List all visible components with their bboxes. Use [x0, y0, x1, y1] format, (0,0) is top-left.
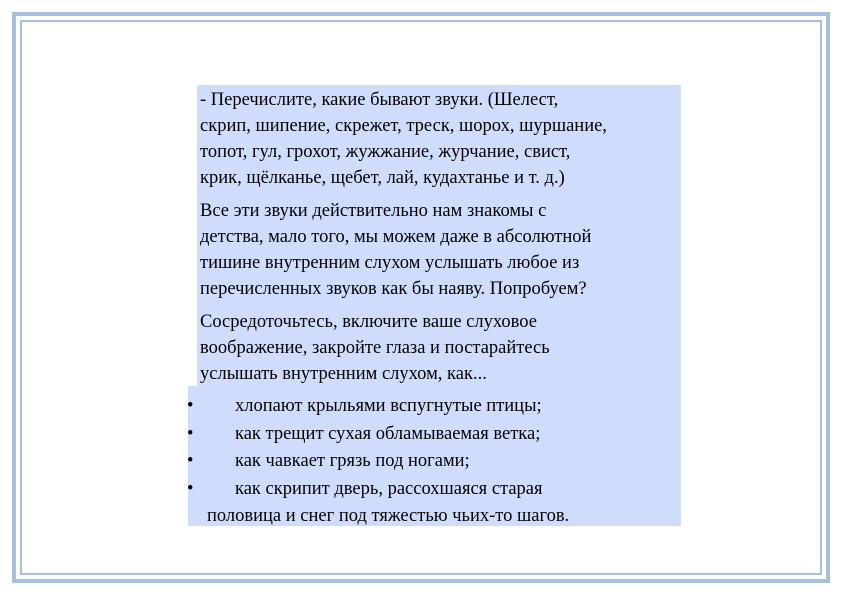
text-line: крик, щёлканье, щебет, лай, кудахтанье и т. д.) — [200, 168, 565, 188]
text-line: Сосредоточьтесь, включите ваше слуховое — [200, 312, 537, 332]
text-line: воображение, закройте глаза и постарайтесь — [200, 338, 550, 358]
text-line: топот, гул, грохот, жужжание, журчание, свист, — [200, 142, 571, 162]
list-item — [187, 392, 681, 420]
text-line: скрип, шипение, скрежет, треск, шорох, шуршание, — [200, 116, 607, 136]
paragraph-familiar-sounds — [200, 198, 686, 302]
text-line: перечисленных звуков как бы наяву. Попробуем? — [200, 279, 587, 299]
list-item — [187, 447, 681, 475]
text-line: детства, мало того, мы можем даже в абсолютной — [200, 227, 592, 247]
list-item-text: как трещит сухая обламываемая ветка; — [235, 424, 541, 444]
text-line: - Перечислите, какие бывают звуки. (Шелест, — [200, 90, 559, 110]
bullet-icon: • — [187, 451, 194, 471]
text-line: услышать внутренним слухом, как... — [200, 364, 487, 384]
list-item-text: как скрипит дверь, рассохшаяся старая — [235, 479, 543, 499]
paragraph-sounds-question — [200, 87, 686, 191]
text-line: Все эти звуки действительно нам знакомы с — [200, 201, 547, 221]
list-item-continuation: половица и снег под тяжестью чьих-то шагов. — [207, 506, 570, 526]
bullet-icon: • — [187, 396, 194, 416]
list-item-text: как чавкает грязь под ногами; — [235, 451, 470, 471]
paragraph-concentrate — [200, 309, 686, 387]
text-line: тишине внутренним слухом услышать любое из — [200, 253, 580, 273]
bullet-icon: • — [187, 424, 194, 444]
list-item — [187, 420, 681, 448]
bullet-icon: • — [187, 479, 194, 499]
list-item-text: хлопают крыльями вспугнутые птицы; — [235, 396, 542, 416]
list-item — [187, 475, 681, 503]
